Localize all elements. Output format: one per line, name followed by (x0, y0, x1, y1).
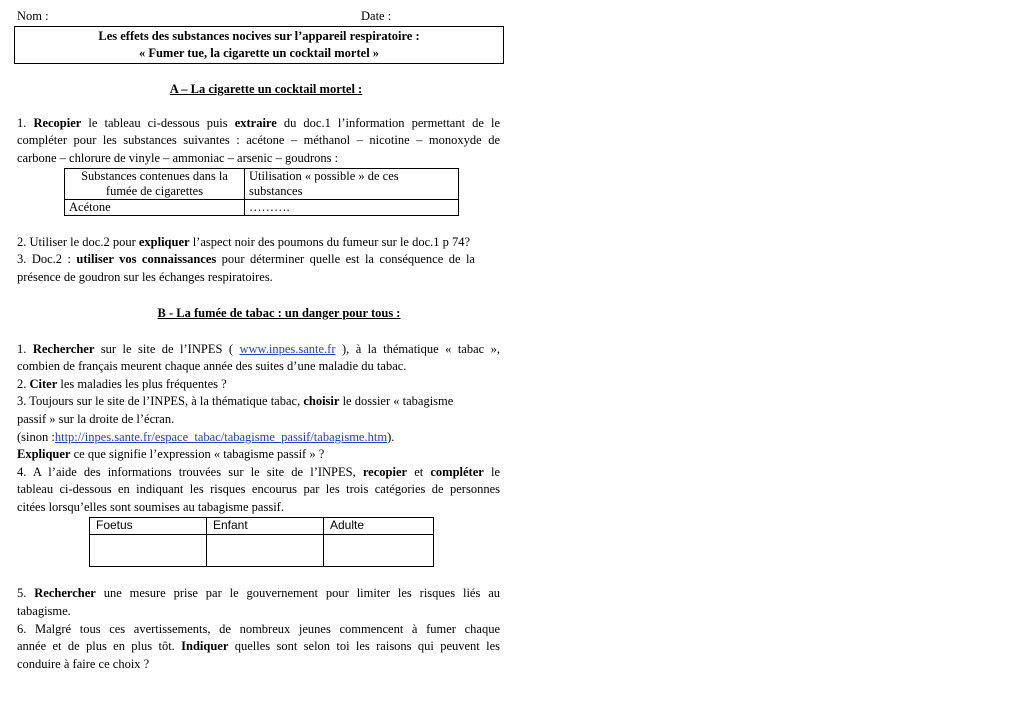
b-q3-line4: Expliquer ce que signifie l’expression « tabagisme passif » ? (17, 447, 325, 461)
b-q3-line3: (sinon :http://inpes.sante.fr/espace_tabac/tabagisme_passif/tabagisme.htm). (17, 430, 395, 444)
b-q4-line1: 4. A l’aide des informations trouvées sur le site de l’INPES, recopier et compléter le (17, 465, 500, 479)
tabagisme-passif-link[interactable]: http://inpes.sante.fr/espace_tabac/tabagisme_passif/tabagisme.htm (54, 430, 388, 444)
b-q6-line1: 6. Malgré tous ces avertissements, de nombreux jeunes commencent à fumer chaque (17, 622, 500, 636)
section-b-heading: B - La fumée de tabac : un danger pour tous : (157, 306, 401, 320)
b-q3-line1: 3. Toujours sur le site de l’INPES, à la thématique tabac, choisir le dossier « tabagisme (17, 394, 454, 408)
a-q1-line2: compléter pour les substances suivantes : acétone – méthanol – nicotine – monoxyde de (17, 133, 500, 147)
title-box (14, 26, 504, 64)
table-cell (207, 535, 324, 567)
table-cell (90, 535, 207, 567)
table-row (65, 169, 459, 200)
table-cell: Acétone (65, 200, 245, 216)
b-q3-line2: passif » sur la droite de l’écran. (17, 412, 175, 426)
b-q5-line2: tabagisme. (17, 604, 71, 618)
title-line-2: « Fumer tue, la cigarette un cocktail mortel » (138, 46, 380, 60)
b-q4-line3: citées lorsqu’elles sont soumises au tabagisme passif. (17, 500, 284, 514)
b-q6-line2: année et de plus en plus tôt. Indiquer quelles sont selon toi les raisons qui peuvent les (17, 639, 500, 653)
risks-table (89, 517, 434, 567)
b-q5-line1: 5. Rechercher une mesure prise par le gouvernement pour limiter les risques liés au (17, 586, 501, 600)
table-row (90, 535, 434, 567)
section-a-heading: A – La cigarette un cocktail mortel : (169, 82, 363, 96)
a-q3-line1: 3. Doc.2 : utiliser vos connaissances pour déterminer quelle est la conséquence de la (17, 252, 475, 266)
table-cell (324, 535, 434, 567)
a-q2-line: 2. Utiliser le doc.2 pour expliquer l’aspect noir des poumons du fumeur sur le doc.1 p 74? (17, 235, 471, 249)
nom-label: Nom : (17, 9, 49, 23)
b-q6-line3: conduire à faire ce choix ? (17, 657, 150, 671)
table-header-cell: Enfant (207, 518, 324, 535)
b-q2-line: 2. Citer les maladies les plus fréquentes ? (17, 377, 227, 391)
table-header-cell: Adulte (324, 518, 434, 535)
table-header-cell: Foetus (90, 518, 207, 535)
b-q1-line2: combien de français meurent chaque année des suites d’une maladie du tabac. (17, 359, 407, 373)
b-q4-line2: tableau ci-dessous en indiquant les risques encourus par les trois catégories de personnes (17, 482, 500, 496)
table-header-cell: Utilisation « possible » de ces substances (245, 169, 459, 200)
table-header-cell: Substances contenues dans la fumée de cigarettes (65, 169, 245, 200)
title-line-1: Les effets des substances nocives sur l’appareil respiratoire : (98, 29, 420, 43)
table-cell: ………. (245, 200, 459, 216)
inpes-link[interactable]: www.inpes.sante.fr (239, 342, 336, 356)
table-row (90, 518, 434, 535)
a-q1-line3: carbone – chlorure de vinyle – ammoniac – arsenic – goudrons : (17, 151, 339, 165)
a-q3-line2: présence de goudron sur les échanges respiratoires. (17, 270, 273, 284)
b-q1-line1: 1. Rechercher sur le site de l’INPES ( www.inpes.sante.fr ), à la thématique « tabac », (17, 342, 501, 356)
table-row (65, 200, 459, 216)
a-q1-line1: 1. Recopier le tableau ci-dessous puis extraire du doc.1 l’information permettant de le (17, 116, 501, 130)
date-label: Date : (361, 9, 392, 23)
substances-table (64, 168, 459, 216)
